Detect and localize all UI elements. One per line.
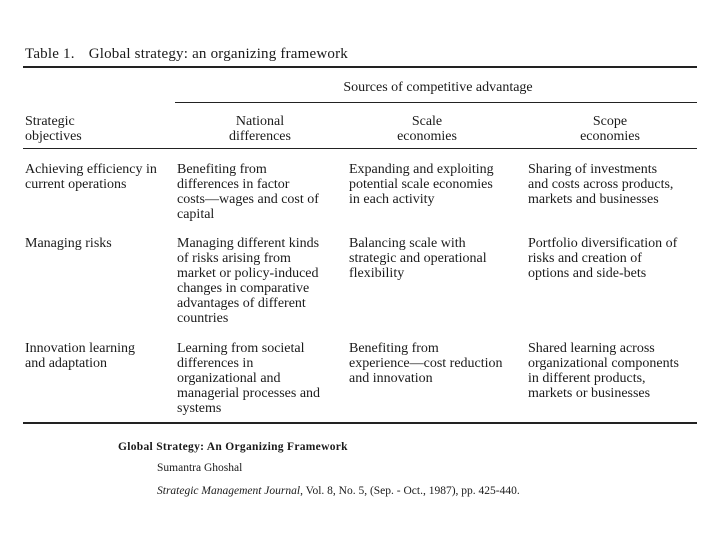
cell-line: and innovation bbox=[349, 371, 433, 386]
column-header-national bbox=[195, 114, 325, 144]
spanning-header: Sources of competitive advantage bbox=[343, 80, 533, 95]
cell-line: Expanding and exploiting bbox=[349, 162, 494, 177]
column-header-line: economies bbox=[397, 129, 457, 144]
cell-line: Sharing of investments bbox=[528, 162, 658, 177]
column-header-scope bbox=[545, 114, 675, 144]
cell-line: Portfolio diversification of bbox=[528, 236, 678, 251]
cell-risks-scope bbox=[528, 236, 677, 281]
cell-line: strategic and operational bbox=[349, 251, 487, 266]
cell-line: Achieving efficiency in bbox=[25, 162, 157, 177]
cell-line: Innovation learning bbox=[25, 341, 136, 356]
cell-efficiency-scope bbox=[528, 162, 673, 207]
cell-line: organizational and bbox=[177, 371, 281, 386]
table-title bbox=[25, 46, 348, 63]
column-header-line: differences bbox=[229, 129, 291, 144]
column-header-line: National bbox=[235, 114, 285, 129]
cell-line: Benefiting from bbox=[349, 341, 439, 356]
cell-efficiency-national bbox=[177, 162, 319, 222]
row-header bbox=[25, 114, 82, 144]
cell-line: options and side-bets bbox=[528, 266, 647, 281]
cell-line: advantages of different bbox=[177, 296, 306, 311]
cell-innovation-scope bbox=[528, 341, 679, 401]
cell-line: changes in comparative bbox=[177, 281, 310, 296]
cell-line: and costs across products, bbox=[528, 177, 674, 192]
row-objective-innovation bbox=[25, 341, 135, 371]
bottom-rule bbox=[23, 422, 697, 424]
citation-details: , Vol. 8, No. 5, (Sep. - Oct., 1987), pp. 425-440. bbox=[300, 485, 520, 497]
cell-line: countries bbox=[177, 311, 229, 326]
top-rule bbox=[23, 66, 697, 68]
table-caption: Global strategy: an organizing framework bbox=[88, 46, 349, 62]
column-header-scale bbox=[362, 114, 492, 144]
cell-line: Learning from societal bbox=[177, 341, 305, 356]
column-header-line: Scope bbox=[592, 114, 628, 129]
cell-line: and adaptation bbox=[25, 356, 108, 371]
table-label: Table 1. bbox=[25, 46, 75, 62]
cell-line: Shared learning across bbox=[528, 341, 655, 356]
cell-line: differences in factor bbox=[177, 177, 290, 192]
row-header-line: Strategic bbox=[25, 114, 75, 129]
cell-innovation-national bbox=[177, 341, 320, 416]
cell-line: capital bbox=[177, 207, 215, 222]
row-header-line: objectives bbox=[25, 129, 82, 144]
cell-line: differences in bbox=[177, 356, 254, 371]
cell-line: current operations bbox=[25, 177, 127, 192]
cell-line: managerial processes and bbox=[177, 386, 321, 401]
citation-author: Sumantra Ghoshal bbox=[157, 462, 243, 474]
cell-line: systems bbox=[177, 401, 222, 416]
cell-line: Benefiting from bbox=[177, 162, 267, 177]
cell-line: Balancing scale with bbox=[349, 236, 466, 251]
cell-line: of risks arising from bbox=[177, 251, 291, 266]
cell-line: in different products, bbox=[528, 371, 646, 386]
cell-line: flexibility bbox=[349, 266, 405, 281]
cell-line: potential scale economies bbox=[349, 177, 493, 192]
cell-line: market or policy-induced bbox=[177, 266, 319, 281]
cell-line: Managing different kinds bbox=[177, 236, 320, 251]
cell-line: risks and creation of bbox=[528, 251, 642, 266]
cell-efficiency-scale bbox=[349, 162, 494, 207]
cell-line: costs—wages and cost of bbox=[177, 192, 319, 207]
cell-line: experience—cost reduction bbox=[349, 356, 503, 371]
cell-line: Managing risks bbox=[25, 236, 112, 251]
cell-line: organizational components bbox=[528, 356, 679, 371]
cell-line: in each activity bbox=[349, 192, 435, 207]
spanning-header-rule bbox=[175, 102, 697, 103]
cell-line: markets and businesses bbox=[528, 192, 659, 207]
cell-innovation-scale bbox=[349, 341, 503, 386]
cell-risks-national bbox=[177, 236, 319, 326]
citation-title: Global Strategy: An Organizing Framework bbox=[118, 441, 348, 453]
row-objective-efficiency bbox=[25, 162, 157, 192]
cell-risks-scale bbox=[349, 236, 487, 281]
column-header-line: Scale bbox=[411, 114, 443, 129]
column-header-line: economies bbox=[580, 129, 640, 144]
header-rule bbox=[23, 148, 697, 149]
citation-source bbox=[157, 485, 520, 497]
citation-journal: Strategic Management Journal bbox=[157, 485, 301, 497]
row-objective-risks bbox=[25, 236, 112, 251]
cell-line: markets or businesses bbox=[528, 386, 651, 401]
